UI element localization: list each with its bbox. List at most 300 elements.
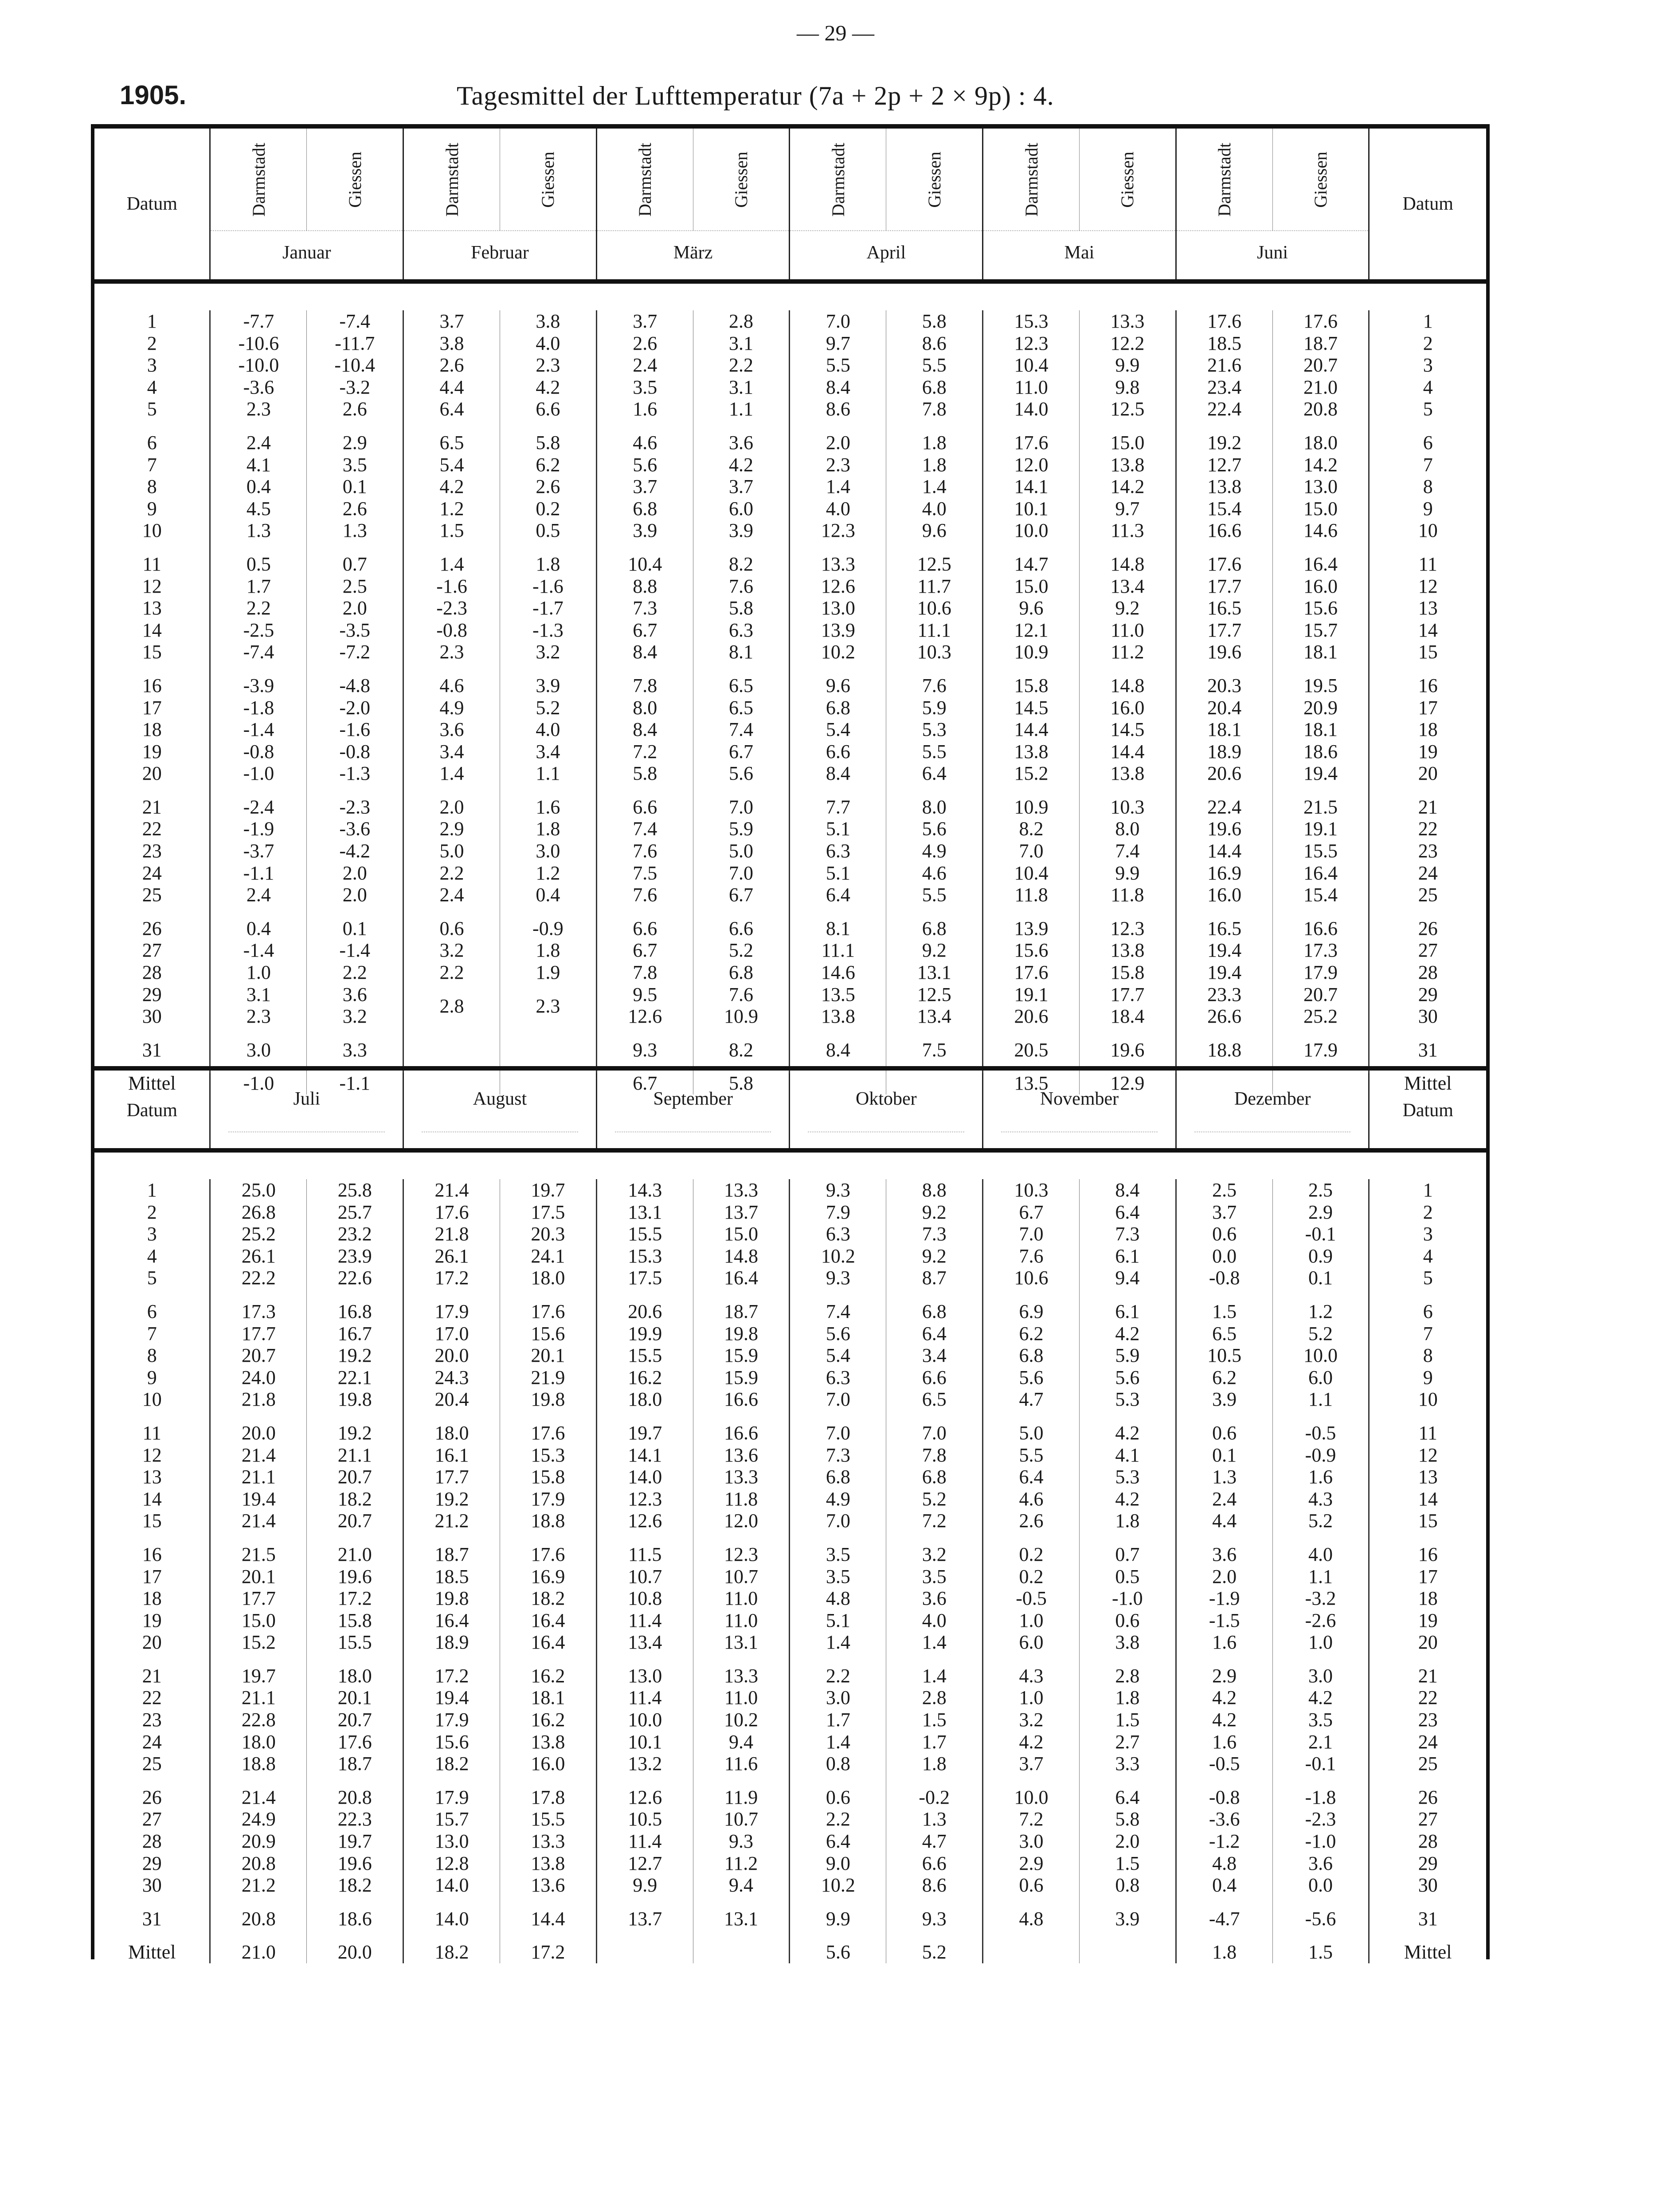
temperature-cell: 7.0: [826, 1510, 850, 1532]
temperature-cell: 4.1: [1115, 1444, 1140, 1466]
temperature-cell: 20.5: [1014, 1039, 1049, 1061]
day-number: 13: [1418, 1466, 1438, 1488]
temperature-cell: 1.8: [1115, 1687, 1140, 1709]
temperature-cell: 1.4: [826, 1631, 850, 1653]
temperature-cell: 6.1: [1115, 1245, 1140, 1267]
temperature-cell: 8.6: [922, 332, 947, 354]
temperature-cell: 8.6: [922, 1874, 947, 1896]
day-number: 9: [147, 497, 157, 520]
temperature-cell: 7.2: [1019, 1808, 1044, 1830]
temperature-cell: 17.7: [1110, 983, 1145, 1005]
temperature-cell: 4.3: [1019, 1665, 1044, 1687]
temperature-cell: 1.6: [1212, 1731, 1237, 1753]
temperature-cell: -1.9: [243, 818, 274, 840]
station-darmstadt: Darmstadt: [635, 142, 655, 217]
temperature-cell: 7.6: [633, 884, 657, 906]
temperature-cell: 5.2: [729, 939, 754, 961]
temperature-cell: 2.8: [729, 310, 754, 332]
mittel-cell: 18.8: [1207, 1039, 1242, 1061]
temperature-cell: 25.0: [241, 1179, 276, 1201]
temperature-cell: 23.3: [1207, 983, 1242, 1005]
temperature-cell: 18.0: [1303, 431, 1338, 453]
temperature-cell: 2.9: [439, 818, 464, 840]
temperature-cell: 0.4: [536, 884, 560, 906]
day-number: 8: [1423, 476, 1433, 498]
temperature-cell: 9.3: [633, 1039, 657, 1061]
temperature-cell: 7.2: [922, 1510, 947, 1532]
data-column: [1079, 310, 1176, 1094]
temperature-cell: 0.1: [342, 476, 367, 498]
temperature-cell: 5.8: [633, 762, 657, 785]
temperature-cell: 5.9: [729, 818, 754, 840]
temperature-cell: 3.9: [633, 520, 657, 542]
day-number: 10: [1418, 520, 1438, 542]
day-number: 8: [1423, 1344, 1433, 1367]
temperature-cell: 4.2: [729, 453, 754, 476]
temperature-cell: -0.5: [1209, 1753, 1240, 1775]
temperature-cell: 7.8: [633, 674, 657, 696]
temperature-cell: 18.6: [1303, 740, 1338, 762]
temperature-cell: 13.1: [724, 1631, 759, 1653]
temperature-cell: 1.1: [1308, 1388, 1333, 1411]
station-darmstadt: Darmstadt: [248, 142, 269, 217]
temperature-cell: 14.1: [628, 1444, 662, 1466]
temperature-cell: 22.3: [337, 1808, 372, 1830]
temperature-cell: 6.4: [439, 398, 464, 420]
temperature-cell: 18.4: [1110, 1005, 1145, 1028]
temperature-cell: 9.2: [1115, 597, 1140, 619]
temperature-cell: 7.4: [1115, 840, 1140, 862]
temperature-cell: 17.6: [531, 1543, 565, 1565]
temperature-cell: 1.3: [922, 1808, 947, 1830]
day-number: 7: [147, 453, 157, 476]
temperature-cell: -2.3: [339, 796, 371, 818]
temperature-cell: 12.3: [821, 520, 855, 542]
temperature-cell: 6.3: [826, 840, 850, 862]
temperature-cell: 14.2: [1110, 476, 1145, 498]
temperature-cell: 21.2: [241, 1874, 276, 1896]
temperature-cell: 0.4: [1212, 1874, 1237, 1896]
temperature-cell: 1.4: [826, 1731, 850, 1753]
temperature-cell: 2.3: [246, 398, 271, 420]
temperature-cell: 12.6: [628, 1786, 662, 1808]
temperature-cell: 0.6: [1212, 1223, 1237, 1245]
month-header: September: [653, 1089, 733, 1109]
temperature-cell: 20.8: [337, 1786, 372, 1808]
data-column: [1272, 310, 1369, 1094]
mittel-cell: 7.5: [922, 1039, 947, 1061]
temperature-cell: 21.1: [241, 1466, 276, 1488]
temperature-cell: 1.7: [246, 575, 271, 597]
day-number: 13: [142, 1466, 162, 1488]
temperature-cell: 3.8: [536, 310, 560, 332]
temperature-cell: 14.8: [1110, 674, 1145, 696]
temperature-cell: 9.3: [922, 1907, 947, 1930]
temperature-cell: 18.0: [628, 1388, 662, 1411]
temperature-cell: 2.5: [1212, 1179, 1237, 1201]
temperature-cell: 19.2: [337, 1344, 372, 1367]
temperature-cell: 5.4: [439, 453, 464, 476]
day-number: 18: [1418, 719, 1438, 741]
month-header: Juni: [1257, 242, 1288, 263]
data-body: [94, 1179, 1486, 1963]
temperature-cell: 20.4: [434, 1388, 469, 1411]
temperature-cell: 3.6: [729, 431, 754, 453]
temperature-cell: 0.8: [1115, 1874, 1140, 1896]
temperature-cell: 21.8: [434, 1223, 469, 1245]
temperature-cell: 26.6: [1207, 1005, 1242, 1028]
day-number: 11: [142, 1422, 161, 1444]
temperature-cell: 5.2: [1308, 1510, 1333, 1532]
temperature-cell: 8.8: [633, 575, 657, 597]
mittel-cell: 2.8: [439, 995, 464, 1017]
temperature-cell: 25.8: [337, 1179, 372, 1201]
data-column: [983, 310, 1080, 1094]
temperature-cell: 1.2: [536, 862, 560, 884]
temperature-cell: 2.5: [342, 575, 367, 597]
temperature-cell: 20.4: [1207, 696, 1242, 719]
mittel-cell: 18.2: [434, 1941, 469, 1963]
temperature-cell: 6.5: [729, 674, 754, 696]
temperature-cell: -4.8: [339, 674, 371, 696]
temperature-cell: 6.2: [1019, 1322, 1044, 1344]
mittel-cell: 5.6: [826, 1941, 850, 1963]
temperature-cell: 19.4: [241, 1488, 276, 1510]
temperature-cell: 18.6: [337, 1907, 372, 1930]
temperature-cell: 7.5: [633, 862, 657, 884]
temperature-cell: 16.7: [337, 1322, 372, 1344]
temperature-cell: 3.8: [1115, 1631, 1140, 1653]
temperature-cell: 20.1: [531, 1344, 565, 1367]
day-number: 20: [142, 1631, 162, 1653]
month-header: Februar: [471, 242, 529, 263]
temperature-cell: 13.3: [724, 1466, 759, 1488]
temperature-cell: 0.6: [439, 917, 464, 939]
temperature-cell: 1.3: [1212, 1466, 1237, 1488]
temperature-cell: 20.7: [1303, 983, 1338, 1005]
temperature-cell: 11.0: [724, 1687, 758, 1709]
mittel-cell: 17.2: [531, 1941, 565, 1963]
day-number: 7: [1423, 1322, 1433, 1344]
temperature-cell: 15.6: [531, 1322, 565, 1344]
temperature-cell: 5.5: [1019, 1444, 1044, 1466]
day-number: 12: [1418, 575, 1438, 597]
temperature-cell: 1.4: [922, 1665, 947, 1687]
temperature-cell: 3.2: [439, 939, 464, 961]
temperature-cell: 25.7: [337, 1201, 372, 1223]
temperature-cell: 13.9: [821, 619, 855, 641]
temperature-cell: 6.0: [1308, 1366, 1333, 1388]
temperature-cell: 11.8: [724, 1488, 758, 1510]
temperature-cell: -1.9: [1209, 1587, 1240, 1610]
day-number: 15: [142, 641, 162, 663]
temperature-cell: 19.6: [1207, 818, 1242, 840]
temperature-cell: 5.4: [826, 719, 850, 741]
temperature-cell: 4.4: [1212, 1510, 1237, 1532]
temperature-cell: -0.8: [339, 740, 371, 762]
day-number: 14: [142, 619, 162, 641]
temperature-cell: -0.5: [1016, 1587, 1047, 1610]
temperature-cell: 19.7: [337, 1830, 372, 1852]
day-number: 19: [1418, 740, 1438, 762]
day-number: 7: [147, 1322, 157, 1344]
temperature-cell: 11.3: [1111, 520, 1144, 542]
data-column: [983, 1179, 1080, 1963]
temperature-cell: 5.5: [922, 354, 947, 376]
day-number: 28: [1418, 1830, 1438, 1852]
month-header: November: [1040, 1089, 1119, 1109]
temperature-cell: 13.1: [917, 961, 951, 984]
temperature-cell: 3.6: [922, 1587, 947, 1610]
temperature-cell: 24.1: [531, 1245, 565, 1267]
temperature-cell: 16.9: [1207, 862, 1242, 884]
temperature-cell: 6.0: [1019, 1631, 1044, 1653]
temperature-cell: 20.8: [241, 1907, 276, 1930]
temperature-cell: 5.0: [729, 840, 754, 862]
temperature-cell: 2.3: [246, 1005, 271, 1028]
temperature-cell: 14.5: [1014, 696, 1049, 719]
temperature-cell: 11.0: [1111, 619, 1144, 641]
temperature-cell: 6.7: [1019, 1201, 1044, 1223]
temperature-cell: 9.6: [826, 674, 850, 696]
temperature-cell: 1.4: [439, 762, 464, 785]
temperature-cell: 3.5: [1308, 1709, 1333, 1731]
day-number: 18: [1418, 1587, 1438, 1610]
temperature-cell: 6.6: [826, 740, 850, 762]
temperature-cell: 11.2: [1111, 641, 1144, 663]
temperature-cell: 7.0: [729, 796, 754, 818]
day-number: 9: [1423, 497, 1433, 520]
temperature-cell: 17.6: [531, 1300, 565, 1322]
temperature-cell: 10.0: [628, 1709, 662, 1731]
temperature-cell: 1.3: [246, 520, 271, 542]
mittel-label: Mittel: [1404, 1941, 1452, 1963]
temperature-cell: -1.4: [243, 719, 274, 741]
temperature-table: [91, 124, 1490, 1963]
temperature-cell: 16.6: [724, 1388, 759, 1411]
temperature-cell: 0.5: [1115, 1565, 1140, 1587]
temperature-cell: 3.8: [439, 332, 464, 354]
temperature-cell: -1.6: [436, 575, 467, 597]
temperature-cell: -7.4: [339, 310, 371, 332]
temperature-cell: 3.7: [439, 310, 464, 332]
day-number: 24: [142, 862, 162, 884]
temperature-cell: 15.5: [531, 1808, 565, 1830]
temperature-cell: 22.1: [337, 1366, 372, 1388]
data-column: [500, 310, 596, 1094]
temperature-cell: -2.0: [339, 696, 371, 719]
temperature-cell: 3.9: [1212, 1388, 1237, 1411]
temperature-cell: 8.0: [633, 696, 657, 719]
temperature-cell: 6.5: [729, 696, 754, 719]
temperature-cell: 6.7: [633, 619, 657, 641]
day-number: 2: [1423, 1201, 1433, 1223]
temperature-cell: 24.3: [434, 1366, 469, 1388]
temperature-cell: 1.6: [633, 398, 657, 420]
temperature-cell: 10.7: [724, 1565, 759, 1587]
temperature-cell: 15.3: [1014, 310, 1049, 332]
temperature-cell: 26.1: [241, 1245, 276, 1267]
temperature-cell: 2.2: [439, 862, 464, 884]
temperature-cell: 17.9: [531, 1488, 565, 1510]
temperature-cell: 1.0: [1308, 1631, 1333, 1653]
temperature-cell: 16.4: [724, 1267, 759, 1289]
temperature-cell: 21.0: [337, 1543, 372, 1565]
temperature-cell: 7.8: [922, 1444, 947, 1466]
temperature-cell: 6.4: [826, 1830, 850, 1852]
temperature-cell: 3.4: [536, 740, 560, 762]
temperature-cell: 4.0: [922, 1609, 947, 1631]
temperature-cell: 16.5: [1207, 597, 1242, 619]
temperature-cell: 13.4: [1110, 575, 1145, 597]
temperature-cell: 0.2: [536, 497, 560, 520]
temperature-cell: 7.9: [826, 1201, 850, 1223]
temperature-cell: 14.3: [628, 1179, 662, 1201]
day-number: 21: [1418, 796, 1438, 818]
temperature-cell: 16.0: [1110, 696, 1145, 719]
temperature-cell: 2.6: [536, 476, 560, 498]
data-column: [1176, 310, 1272, 1094]
temperature-cell: 15.6: [1303, 597, 1338, 619]
temperature-cell: 1.6: [1308, 1466, 1333, 1488]
day-number: 23: [1418, 1709, 1438, 1731]
header-rule: [94, 279, 1486, 284]
temperature-cell: 3.0: [1019, 1830, 1044, 1852]
temperature-cell: 3.6: [1212, 1543, 1237, 1565]
temperature-cell: 18.5: [434, 1565, 469, 1587]
temperature-cell: 11.4: [628, 1687, 662, 1709]
temperature-cell: 6.6: [729, 917, 754, 939]
temperature-cell: 0.7: [342, 553, 367, 575]
day-number: 17: [1418, 1565, 1438, 1587]
temperature-cell: 1.8: [536, 818, 560, 840]
temperature-cell: 6.8: [922, 917, 947, 939]
temperature-cell: 19.8: [337, 1388, 372, 1411]
temperature-cell: 18.1: [531, 1687, 565, 1709]
temperature-cell: 14.0: [434, 1874, 469, 1896]
temperature-cell: 6.6: [633, 917, 657, 939]
temperature-cell: 20.8: [241, 1852, 276, 1874]
temperature-cell: 9.2: [922, 939, 947, 961]
temperature-cell: 21.9: [531, 1366, 565, 1388]
temperature-cell: 9.2: [922, 1245, 947, 1267]
temperature-cell: 2.4: [439, 884, 464, 906]
day-number: 17: [142, 1565, 162, 1587]
mittel-label: Mittel: [1404, 1072, 1452, 1094]
temperature-cell: 4.4: [439, 376, 464, 398]
temperature-cell: 6.4: [922, 1322, 947, 1344]
day-number: 24: [1418, 1731, 1438, 1753]
temperature-cell: 17.9: [434, 1709, 469, 1731]
temperature-cell: 4.0: [536, 719, 560, 741]
temperature-cell: 6.8: [729, 961, 754, 984]
temperature-cell: 18.2: [434, 1753, 469, 1775]
temperature-cell: 1.4: [826, 476, 850, 498]
temperature-cell: 5.1: [826, 862, 850, 884]
day-number: 3: [147, 1223, 157, 1245]
temperature-cell: 4.2: [1115, 1422, 1140, 1444]
temperature-cell: 2.2: [439, 961, 464, 984]
temperature-cell: 16.4: [531, 1631, 565, 1653]
header-row: [94, 1073, 1486, 1148]
temperature-cell: 10.7: [724, 1808, 759, 1830]
temperature-cell: 6.6: [536, 398, 560, 420]
temperature-cell: 6.4: [922, 762, 947, 785]
temperature-cell: 10.9: [1014, 796, 1049, 818]
temperature-cell: 15.5: [1303, 840, 1338, 862]
temperature-cell: 2.9: [1019, 1852, 1044, 1874]
temperature-cell: 7.4: [826, 1300, 850, 1322]
temperature-cell: 7.4: [729, 719, 754, 741]
day-number: 12: [142, 575, 162, 597]
temperature-cell: 13.0: [628, 1665, 662, 1687]
temperature-cell: 17.9: [1303, 961, 1338, 984]
temperature-cell: 8.1: [826, 917, 850, 939]
temperature-cell: 17.7: [241, 1322, 276, 1344]
day-number: 24: [1418, 862, 1438, 884]
day-number: 14: [142, 1488, 162, 1510]
temperature-cell: 22.4: [1207, 796, 1242, 818]
temperature-cell: 2.3: [536, 354, 560, 376]
temperature-cell: 6.0: [729, 497, 754, 520]
temperature-cell: 21.1: [337, 1444, 372, 1466]
day-number: 31: [142, 1039, 162, 1061]
temperature-cell: 7.6: [1019, 1245, 1044, 1267]
temperature-cell: 4.2: [1115, 1322, 1140, 1344]
temperature-cell: 6.8: [1019, 1344, 1044, 1367]
temperature-cell: 19.7: [241, 1665, 276, 1687]
temperature-cell: 4.0: [536, 332, 560, 354]
temperature-cell: 15.8: [1014, 674, 1049, 696]
temperature-cell: 14.7: [1014, 553, 1049, 575]
day-number: 28: [142, 961, 162, 984]
temperature-cell: 16.2: [531, 1709, 565, 1731]
temperature-cell: 6.8: [922, 376, 947, 398]
temperature-cell: 26.1: [434, 1245, 469, 1267]
temperature-cell: 2.2: [729, 354, 754, 376]
temperature-cell: 5.9: [922, 696, 947, 719]
datum-header: Datum: [126, 1100, 177, 1121]
temperature-cell: 6.4: [1115, 1201, 1140, 1223]
temperature-cell: 1.8: [922, 453, 947, 476]
day-number: 27: [1418, 1808, 1438, 1830]
temperature-cell: 4.0: [922, 497, 947, 520]
temperature-cell: 16.0: [531, 1753, 565, 1775]
day-number: 4: [1423, 376, 1433, 398]
temperature-cell: -1.3: [532, 619, 564, 641]
temperature-cell: 7.6: [729, 983, 754, 1005]
temperature-cell: 7.3: [826, 1444, 850, 1466]
temperature-cell: 4.2: [1115, 1488, 1140, 1510]
temperature-cell: 2.9: [1212, 1665, 1237, 1687]
station-darmstadt: Darmstadt: [1214, 142, 1235, 217]
temperature-cell: 1.7: [826, 1709, 850, 1731]
station-giessen: Giessen: [924, 151, 944, 208]
temperature-cell: 15.7: [434, 1808, 469, 1830]
day-number: 26: [1418, 917, 1438, 939]
temperature-cell: 4.8: [826, 1587, 850, 1610]
temperature-cell: 15.4: [1207, 497, 1242, 520]
temperature-cell: 14.4: [531, 1907, 565, 1930]
day-number: 16: [1418, 1543, 1438, 1565]
temperature-cell: 15.6: [434, 1731, 469, 1753]
temperature-cell: 14.4: [1207, 840, 1242, 862]
day-number: 19: [142, 740, 162, 762]
data-column: [886, 310, 983, 1094]
day-number: 4: [147, 1245, 157, 1267]
temperature-cell: 17.2: [434, 1665, 469, 1687]
temperature-cell: 13.8: [1207, 476, 1242, 498]
